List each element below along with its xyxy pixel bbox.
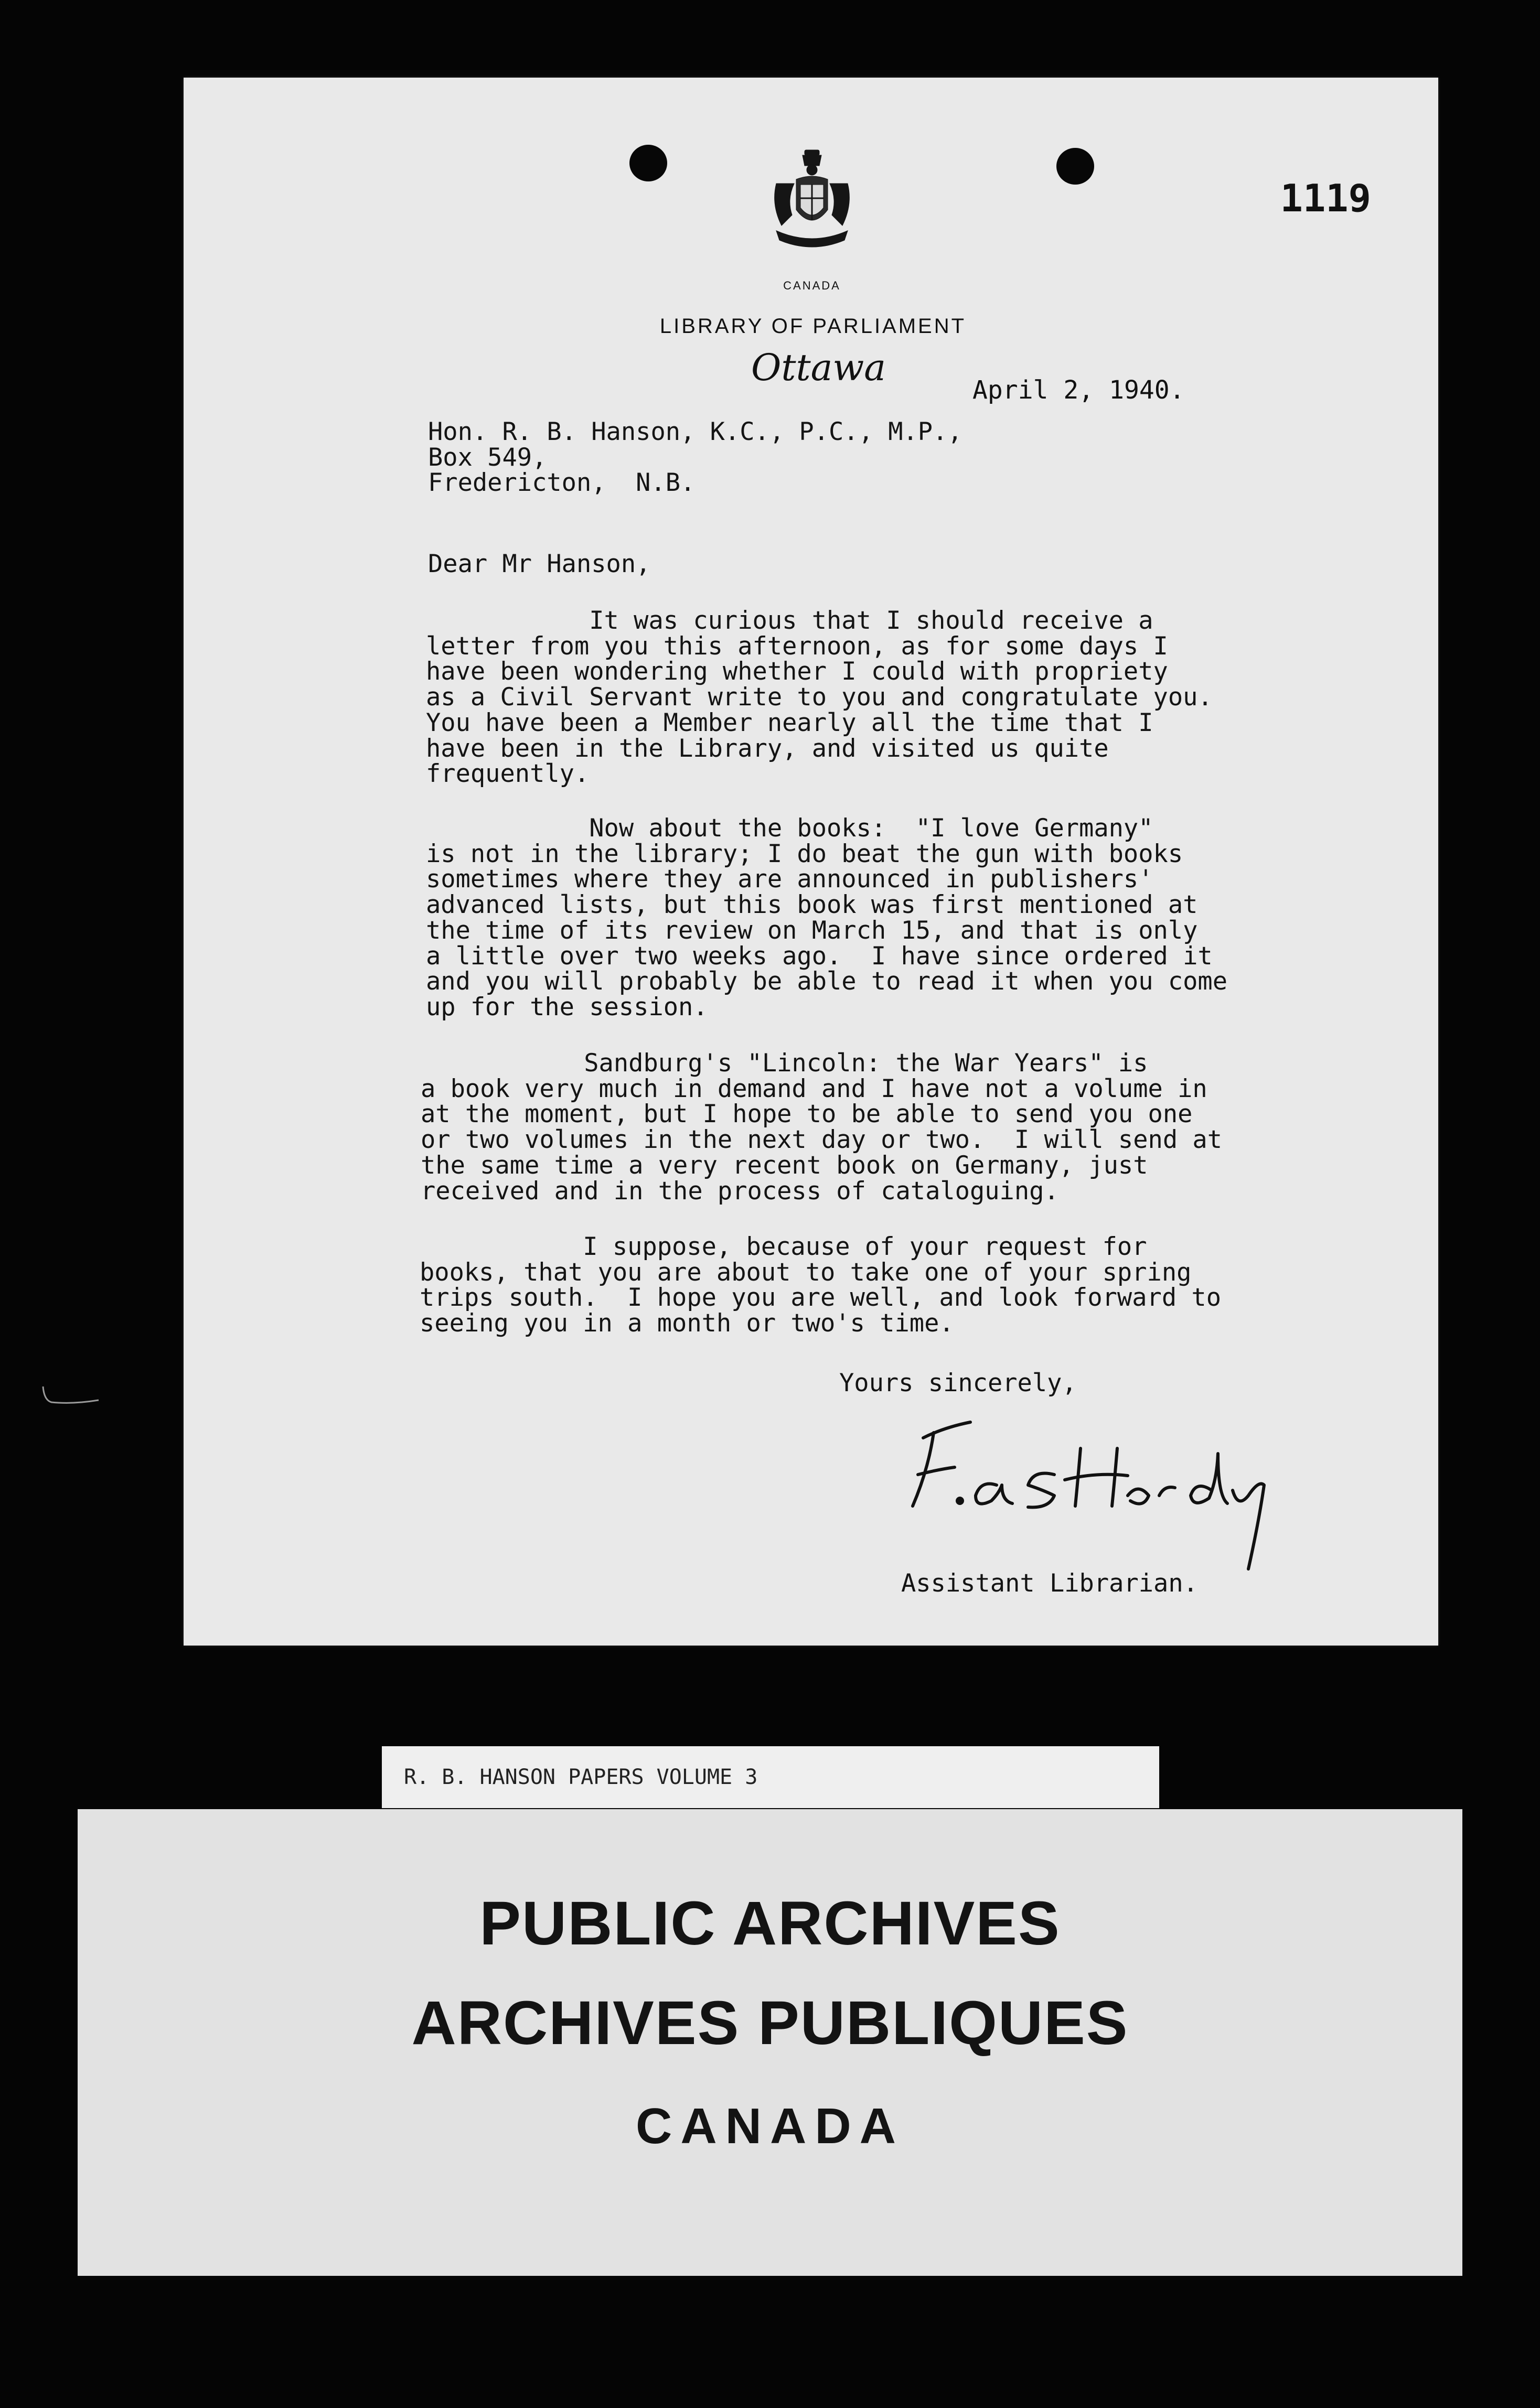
punch-hole-right xyxy=(1056,148,1094,185)
closing: Yours sincerely, xyxy=(839,1369,1077,1398)
archive-stamp-line-3: CANADA xyxy=(636,2098,904,2154)
signature xyxy=(897,1417,1327,1574)
punch-hole-left xyxy=(629,145,667,181)
crest-label: CANADA xyxy=(783,279,841,292)
body-paragraph-3: Sandburg's "Lincoln: the War Years" is a book very much in demand and I have not a volume in at the moment, but I hope to be able to send you one or two volumes in the next day or two. I will send at the same time a very recent book on Germany, just received and in the process of cataloguing. xyxy=(421,1049,1223,1206)
margin-mark xyxy=(41,1384,104,1405)
archive-stamp-line-2: ARCHIVES PUBLIQUES xyxy=(411,1988,1129,2058)
letter-page xyxy=(184,78,1438,1646)
archive-stamp-box xyxy=(78,1809,1462,2276)
address-line: Hon. R. B. Hanson, K.C., P.C., M.P., xyxy=(428,417,962,446)
letterhead-city: Ottawa xyxy=(751,346,886,389)
archive-volume-text: R. B. HANSON PAPERS VOLUME 3 xyxy=(404,1765,758,1789)
recipient-address xyxy=(428,417,962,498)
page-number: 1119 xyxy=(1280,176,1371,220)
body-paragraph-2: Now about the books: "I love Germany" is not in the library; I do beat the gun with books sometimes where they are announced in publishers' advanced lists, but this book was first mentioned at the time of its review on March 15, and that is only a little over two weeks ago. I have since ordered it and you will probably be able to read it when you come up for the session. xyxy=(426,814,1228,1022)
coat-of-arms-icon xyxy=(766,147,858,257)
address-line: Box 549, xyxy=(428,443,547,472)
signer-title: Assistant Librarian. xyxy=(901,1569,1198,1598)
body-paragraph-1: It was curious that I should receive a letter from you this afternoon, as for some days I have been wondering whether I could with propriety as a Civil Servant write to you and congratulate you. You have been a Member nearly all the time that I have been in the Library, and visited us quite frequently. xyxy=(426,606,1213,789)
address-line: Fredericton, N.B. xyxy=(428,468,696,498)
letter-date: April 2, 1940. xyxy=(972,375,1185,405)
body-paragraph-4: I suppose, because of your request for books, that you are about to take one of your spring trips south. I hope you are well, and look forward to seeing you in a month or two's time. xyxy=(420,1232,1222,1338)
archive-stamp-line-1: PUBLIC ARCHIVES xyxy=(479,1889,1061,1958)
letterhead-institution: LIBRARY OF PARLIAMENT xyxy=(659,315,967,338)
salutation: Dear Mr Hanson, xyxy=(428,550,651,578)
archive-volume-label xyxy=(382,1746,1159,1808)
